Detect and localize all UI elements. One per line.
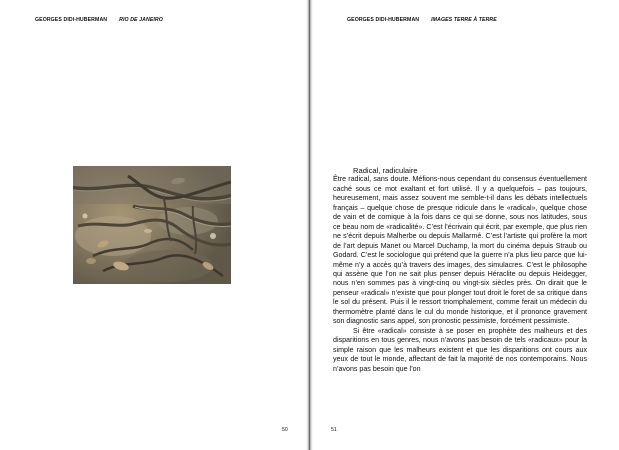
paragraph: Si être «radical» consiste à se poser en prophète des malheurs et des disparitions en tous genres, nous n’avons pas besoin de tels «radicaux» pour la simple raison que les malheurs existent et que les disparitions ont cours aux yeux de tout le monde, affectant de fait la majorité de nos contemporains. Nous n’avons pas besoin que l’on <box>333 326 587 373</box>
running-header <box>347 17 497 23</box>
roots-illustration <box>73 166 231 284</box>
page-number: 51 <box>331 427 337 433</box>
section-heading: Radical, radiculaire <box>353 166 418 175</box>
header-author: GEORGES DIDI-HUBERMAN <box>347 17 420 23</box>
left-page <box>0 0 306 450</box>
header-title: RIO DE JANEIRO <box>119 17 163 23</box>
running-header <box>35 17 163 23</box>
header-title: IMAGES TERRE À TERRE <box>431 17 497 23</box>
body-text <box>333 166 587 374</box>
page-number: 50 <box>282 427 288 433</box>
book-gutter <box>306 0 313 450</box>
paragraph: Être radical, sans doute. Méfions-nous cependant du consensus éventuellement caché sous ce mot exaltant et fort utilisé. Il y a quelquefois – pas toujours, heureusement, mais assez souvent me semble-t-il dans les débats intellectuels français – quelque chose de presque ridicule dans le «radical», quelque chose de vain et de comique à la fois dans ce qui se donne, sous nos latitudes, sous ce beau nom de «radicalité». C’est l’écrivain qui écrit, par exemple, que plus rien ne s’écrit depuis Malherbe ou depuis Mallarmé. C’est l’artiste qui profère la mort de l’art depuis Manet ou Marcel Duchamp, la mort du cinéma depuis Straub ou Godard. C’est le sociologue qui prétend que la guerre n’a plus lieu parce que lui-même n’y a accès qu’à travers des images, des simulacres. C’est le philosophe qui assène que l’on ne sait plus penser depuis Héraclite ou depuis Heidegger, nous n’en sommes pas à vingt-cinq ou vingt-six siècles près. On dirait que le penseur «radical» n’existe que pour plonger tout droit le foret de sa critique dans le sol du présent. Puis il le ressort triomphalement, comme ferait un médecin du thermomètre planté dans le cul du monde historique, et il prononce gravement son diagnostic sans appel, son pronostic pessimiste, forcément pessimiste. <box>333 175 587 326</box>
photograph-roots <box>73 166 231 284</box>
header-author: GEORGES DIDI-HUBERMAN <box>35 17 108 23</box>
